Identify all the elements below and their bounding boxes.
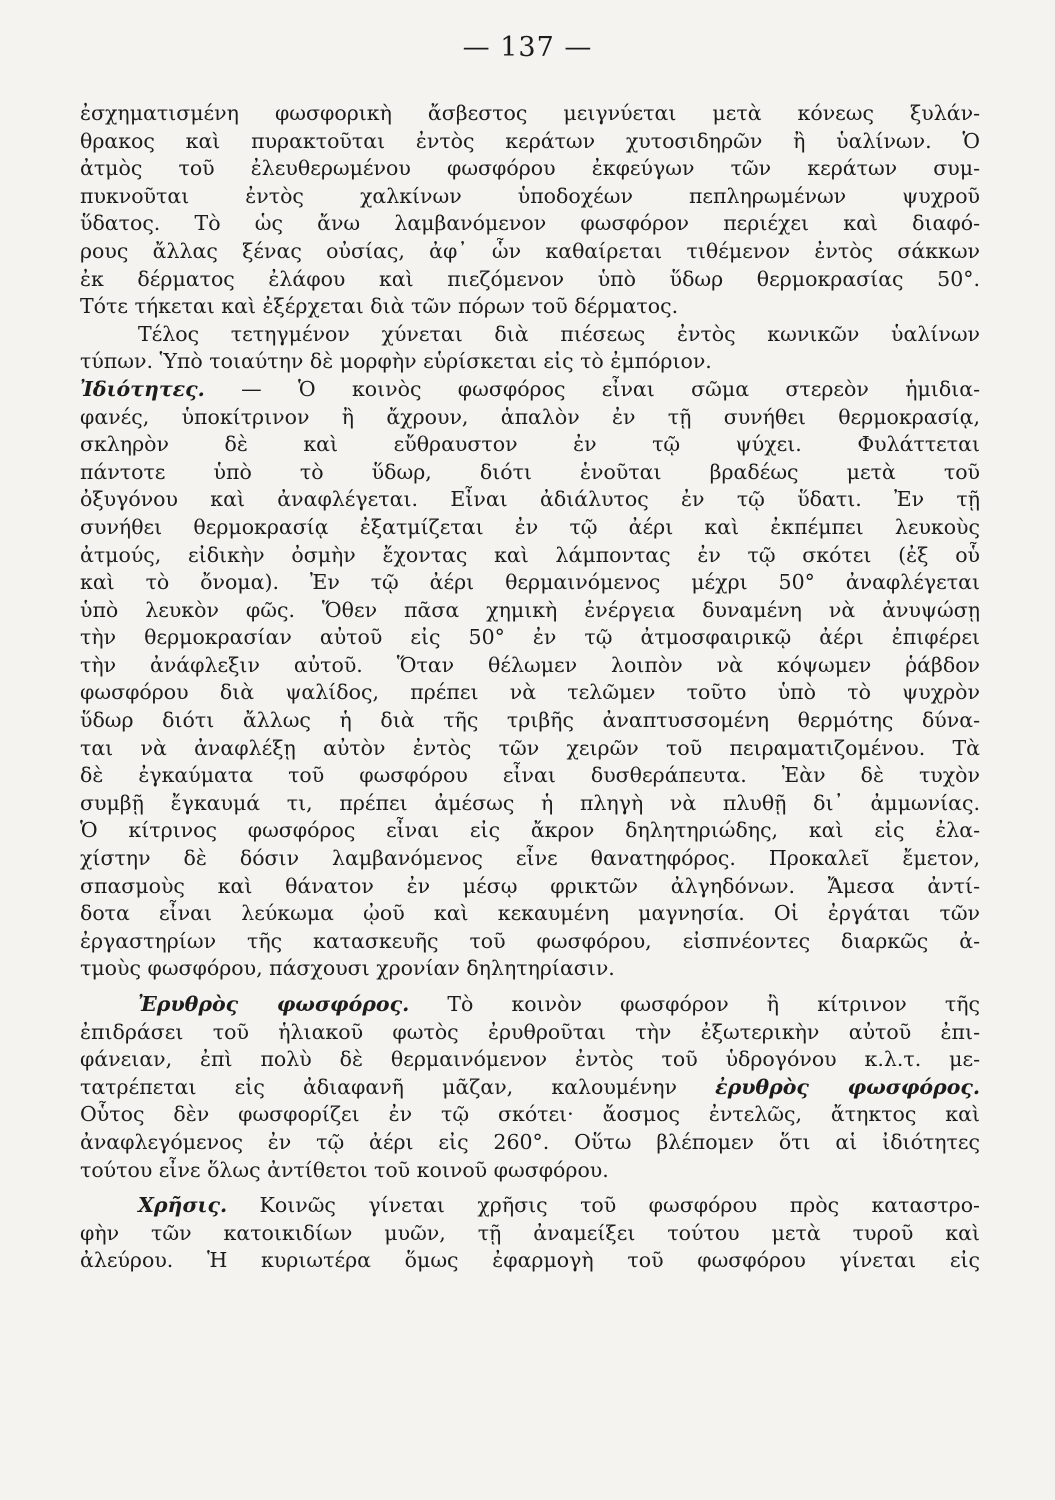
text-line: ἐπιδράσει τοῦ ἡλιακοῦ φωτὸς ἐρυθροῦται τὴν ἐξωτερικὴν αὐτοῦ ἐπι- — [80, 1019, 980, 1044]
text-line: χίστην δὲ δόσιν λαμβανόμενος εἶνε θανατηφόρος. Προκαλεῖ ἔμετον, — [80, 846, 980, 871]
text-line: ὑπὸ λευκὸν φῶς. Ὅθεν πᾶσα χημικὴ ἐνέργεια δυναμένη νὰ ἀνυψώσῃ — [80, 597, 980, 622]
text-line: πάντοτε ὑπὸ τὸ ὕδωρ, διότι ἑνοῦται βραδέως μετὰ τοῦ — [80, 459, 980, 484]
text-span: Τὸ κοινὸν φωσφόρον ἢ κίτρινον τῆς — [447, 992, 980, 1016]
text-line: Ὁ κίτρινος φωσφόρος εἶναι εἰς ἄκρον δηλητηριώδης, καὶ εἰς ἐλα- — [80, 818, 980, 843]
text-line: θρακος καὶ πυρακτοῦται ἐντὸς κεράτων χυτοσιδηρῶν ἢ ὑαλίνων. Ὁ — [80, 128, 980, 153]
text-line: ὕδατος. Τὸ ὡς ἄνω λαμβανόμενον φωσφόρον περιέχει καὶ διαφό- — [80, 211, 980, 236]
text-line: σπασμοὺς καὶ θάνατον ἐν μέσῳ φρικτῶν ἀλγηδόνων. Ἄμεσα ἀντί- — [80, 873, 980, 898]
text-line: Τέλος τετηγμένον χύνεται διὰ πιέσεως ἐντὸς κωνικῶν ὑαλίνων — [138, 321, 980, 346]
text-line: τούτου εἶνε ὅλως ἀντίθετοι τοῦ κοινοῦ φωσφόρου. — [80, 1157, 609, 1182]
text-line: ὀξυγόνου καὶ ἀναφλέγεται. Εἶναι ἀδιάλυτος ἐν τῷ ὕδατι. Ἐν τῇ — [80, 487, 980, 512]
text-line: ἀτμὸς τοῦ ἐλευθερωμένου φωσφόρου ἐκφεύγων τῶν κεράτων συμ- — [80, 156, 980, 181]
text-line: τύπων. Ὑπὸ τοιαύτην δὲ μορφὴν εὑρίσκεται εἰς τὸ ἐμπόριον. — [80, 349, 712, 374]
text-line: καὶ τὸ ὄνομα). Ἐν τῷ ἀέρι θερμαινόμενος μέχρι 50° ἀναφλέγεται — [80, 570, 980, 595]
text-line: τὴν ἀνάφλεξιν αὐτοῦ. Ὅταν θέλωμεν λοιπὸν νὰ κόψωμεν ῥάβδον — [80, 652, 980, 677]
text-line: πυκνοῦται ἐντὸς χαλκίνων ὑποδοχέων πεπληρωμένων ψυχροῦ — [80, 183, 980, 208]
text-line: συνήθει θερμοκρασίᾳ ἐξατμίζεται ἐν τῷ ἀέρι καὶ ἐκπέμπει λευκοὺς — [80, 514, 980, 539]
text-line: ἀναφλεγόμενος ἐν τῷ ἀέρι εἰς 260°. Οὕτω βλέπομεν ὅτι αἱ ἰδιότητες — [80, 1129, 980, 1154]
text-line: φὴν τῶν κατοικιδίων μυῶν, τῇ ἀναμείξει τούτου μετὰ τυροῦ καὶ — [80, 1220, 980, 1245]
paragraph-casting — [80, 321, 980, 376]
text-line: τὴν θερμοκρασίαν αὐτοῦ εἰς 50° ἐν τῷ ἀτμοσφαιρικῷ ἀέρι ἐπιφέρει — [80, 625, 980, 650]
text-line — [80, 1192, 980, 1220]
text-body — [80, 100, 980, 1275]
paragraph-properties — [80, 376, 980, 983]
page-number: — 137 — — [462, 32, 593, 63]
text-line — [80, 376, 980, 404]
paragraph-preparation — [80, 100, 980, 321]
text-line: τμοὺς φωσφόρου, πάσχουσι χρονίαν δηλητηρίασιν. — [80, 956, 615, 981]
text-line: φάνειαν, ἐπὶ πολὺ δὲ θερμαινόμενον ἐντὸς τοῦ ὑδρογόνου κ.λ.τ. με- — [80, 1047, 980, 1072]
paragraph-gap — [80, 983, 980, 991]
text-span: Κοινῶς γίνεται χρῆσις τοῦ φωσφόρου πρὸς καταστρο- — [259, 1193, 980, 1218]
text-line: φωσφόρου διὰ ψαλίδος, πρέπει νὰ τελῶμεν τοῦτο ὑπὸ τὸ ψυχρὸν — [80, 680, 980, 705]
text-line: ὕδωρ διότι ἄλλως ἡ διὰ τῆς τριβῆς ἀναπτυσσομένη θερμότης δύνα- — [80, 708, 980, 733]
text-line: συμβῇ ἔγκαυμά τι, πρέπει ἀμέσως ἡ πληγὴ νὰ πλυθῇ δι᾿ ἀμμωνίας. — [80, 790, 980, 815]
text-line — [80, 991, 980, 1019]
paragraph-red-phosphorus — [80, 991, 980, 1184]
paragraph-uses — [80, 1192, 980, 1275]
text-span: τατρέπεται εἰς ἀδιαφανῆ μᾶζαν, καλουμένην — [80, 1074, 677, 1099]
text-line: ρους ἄλλας ξένας οὐσίας, ἀφ᾿ ὧν καθαίρεται τιθέμενον ἐντὸς σάκκων — [80, 238, 980, 263]
text-line: δοτα εἶναι λεύκωμα ᾠοῦ καὶ κεκαυμένη μαγνησία. Οἱ ἐργάται τῶν — [80, 901, 980, 926]
text-line: φανές, ὑποκίτρινον ἢ ἄχρουν, ἁπαλὸν ἐν τῇ συνήθει θερμοκρασίᾳ, — [80, 404, 980, 429]
text-line: σκληρὸν δὲ καὶ εὔθραυστον ἐν τῷ ψύχει. Φυλάττεται — [80, 432, 980, 457]
text-line: ται νὰ ἀναφλέξῃ αὐτὸν ἐντὸς τῶν χειρῶν τοῦ πειραματιζομένου. Τὰ — [80, 735, 980, 760]
text-line: ἀλεύρου. Ἡ κυριωτέρα ὅμως ἐφαρμογὴ τοῦ φωσφόρου γίνεται εἰς — [80, 1248, 980, 1273]
text-line: ἀτμούς, εἰδικὴν ὀσμὴν ἔχοντας καὶ λάμποντας ἐν τῷ σκότει (ἐξ οὗ — [80, 542, 980, 567]
section-heading-uses: Χρῆσις. — [138, 1193, 228, 1218]
text-span: — Ὁ κοινὸς φωσφόρος εἶναι σῶμα στερεὸν ἡμιδια- — [241, 376, 980, 401]
inline-term-red-phosphorus: ἐρυθρὸς φωσφόρος. — [715, 1074, 980, 1099]
text-line: ἐργαστηρίων τῆς κατασκευῆς τοῦ φωσφόρου, εἰσπνέοντες διαρκῶς ἀ- — [80, 928, 980, 953]
text-line — [80, 1074, 980, 1102]
text-line: ἐσχηματισμένη φωσφορικὴ ἄσβεστος μειγνύεται μετὰ κόνεως ξυλάν- — [80, 101, 980, 125]
section-heading-properties: Ἰδιότητες. — [80, 376, 205, 401]
text-line: δὲ ἐγκαύματα τοῦ φωσφόρου εἶναι δυσθεράπευτα. Ἐὰν δὲ τυχὸν — [80, 763, 980, 788]
text-line: ἐκ δέρματος ἐλάφου καὶ πιεζόμενον ὑπὸ ὕδωρ θερμοκρασίας 50°. — [80, 266, 980, 291]
paragraph-gap — [80, 1184, 980, 1192]
section-heading-red-phosphorus: Ἐρυθρὸς φωσφόρος. — [138, 992, 410, 1016]
text-line: Τότε τήκεται καὶ ἐξέρχεται διὰ τῶν πόρων τοῦ δέρματος. — [80, 294, 679, 319]
text-line: Οὗτος δὲν φωσφορίζει ἐν τῷ σκότει· ἄοσμος ἐντελῶς, ἄτηκτος καὶ — [80, 1102, 980, 1127]
